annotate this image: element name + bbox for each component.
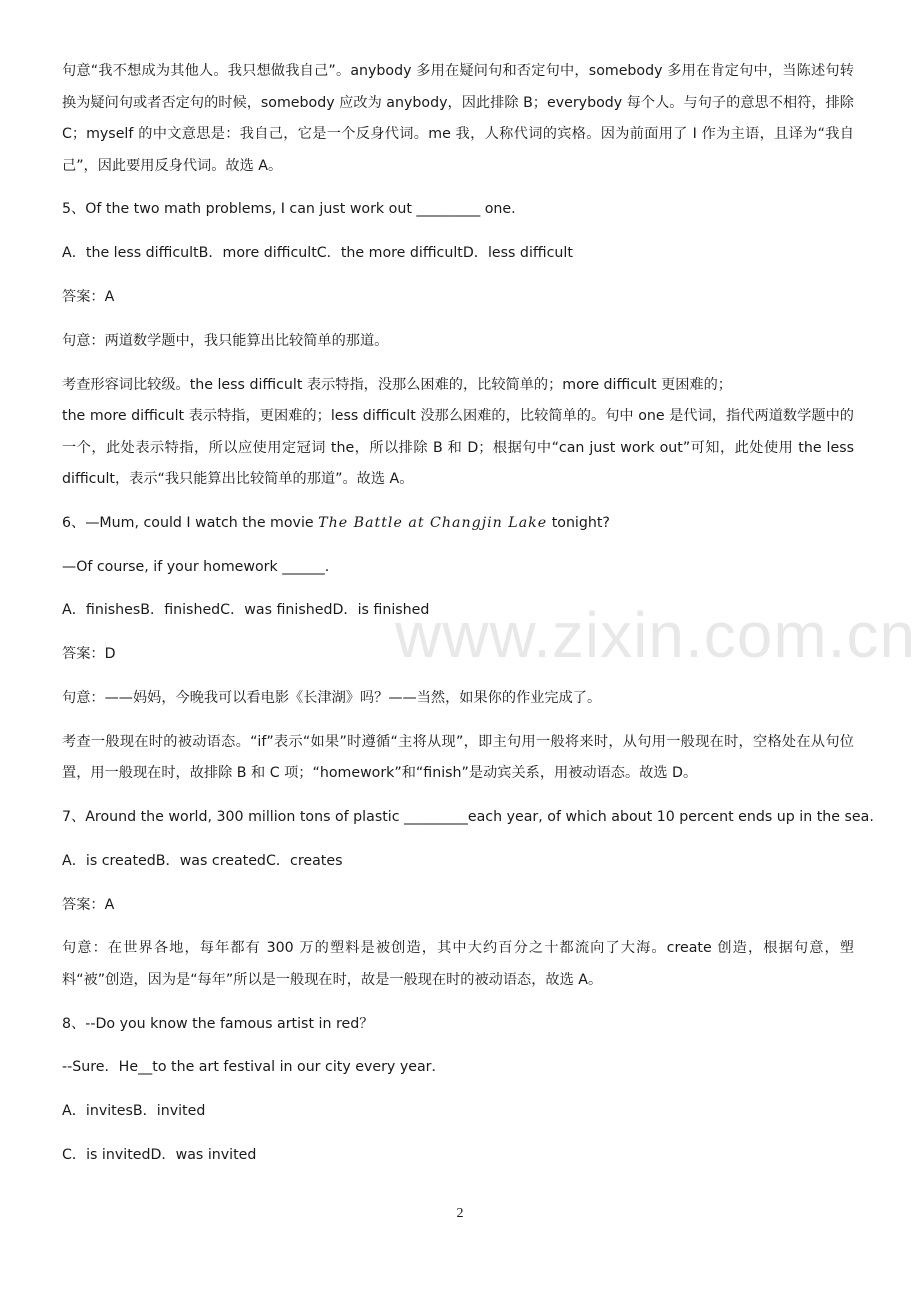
q7-answer: 答案：A (62, 896, 115, 913)
q5-options: A．the less difficultB．more difficultC．the more difficultD．less difficult (62, 245, 573, 262)
q8-stem: 8、--Do you know the famous artist in red？ (62, 1015, 374, 1032)
q6-analysis: 考查一般现在时的被动语态。“if”表示“如果”时遵循“主将从现”，即主句用一般将来时，从句用一般现在时，空格处在从句位置，用一般现在时，故排除 B 和 C 项；“homework”和“finish”是动宾关系，用被动语态。故选 D。 (62, 733, 854, 782)
q7-meaning: 句意：在世界各地，每年都有 300 万的塑料是被创造，其中大约百分之十都流向了大海。create 创造，根据句意，塑料“被”创造，因为是“每年”所以是一般现在时，故是一般现在时的被动语态，故选 A。 (62, 940, 854, 988)
q5-stem: 5、Of the two math problems, I can just work out _________ one. (62, 201, 516, 218)
q6-movie-title: The Battle at Changjin Lake (318, 514, 548, 531)
q8-options-cd: C．is invitedD．was invited (62, 1146, 257, 1163)
q6-answer: 答案：D (62, 646, 116, 663)
q5-meaning: 句意：两道数学题中，我只能算出比较简单的那道。 (62, 332, 389, 349)
q6-options: A．finishesB．finishedC．was finishedD．is finished (62, 602, 430, 619)
q5-analysis-2: the more difficult 表示特指，更困难的；less difficult 没那么困难的，比较简单的。句中 one 是代词，指代两道数学题中的一个，此处表示特指，所以应使用定冠词 the，所以排除 B 和 D；根据句中“can just work out”可知，此处使用 the less difficult，表示“我只能算出比较简单的那道”。故选 A。 (62, 408, 854, 488)
q8-options-ab: A．invitesB．invited (62, 1103, 206, 1120)
q7-stem: 7、Around the world, 300 million tons of plastic _________each year, of which about 10 percent ends up in the sea. (62, 808, 874, 825)
q4-analysis-paragraph: 句意“我不想成为其他人。我只想做我自己”。anybody 多用在疑问句和否定句中，somebody 多用在肯定句中，当陈述句转换为疑问句或者否定句的时候，somebody 应改为 anybody，因此排除 B；everybody 每个人。与句子的意思不相符，排除 C；myself 的中文意思是：我自己，它是一个反身代词。me 我，人称代词的宾格。因为前面用了 I 作为主语，且译为“我自己”，因此要用反身代词。故选 A。 (62, 63, 854, 174)
q6-stem-reply: —Of course, if your homework ______. (62, 558, 330, 575)
q6-stem-after: tonight? (547, 514, 610, 531)
q6-stem-before: 6、—Mum, could I watch the movie (62, 514, 319, 531)
q5-analysis-1: 考查形容词比较级。the less difficult 表示特指，没那么困难的，比较简单的；more difficult 更困难的； (62, 376, 732, 393)
watermark: www.zixin.com.cn (395, 599, 916, 671)
page-number: 2 (456, 1206, 464, 1221)
q6-meaning: 句意：——妈妈，今晚我可以看电影《长津湖》吗？——当然，如果你的作业完成了。 (62, 690, 602, 706)
q6-stem (62, 508, 854, 540)
q7-options: A．is createdB．was createdC．creates (62, 852, 343, 869)
q8-stem-reply: --Sure．He__to the art festival in our city every year． (62, 1059, 446, 1076)
q5-answer: 答案：A (62, 288, 115, 305)
